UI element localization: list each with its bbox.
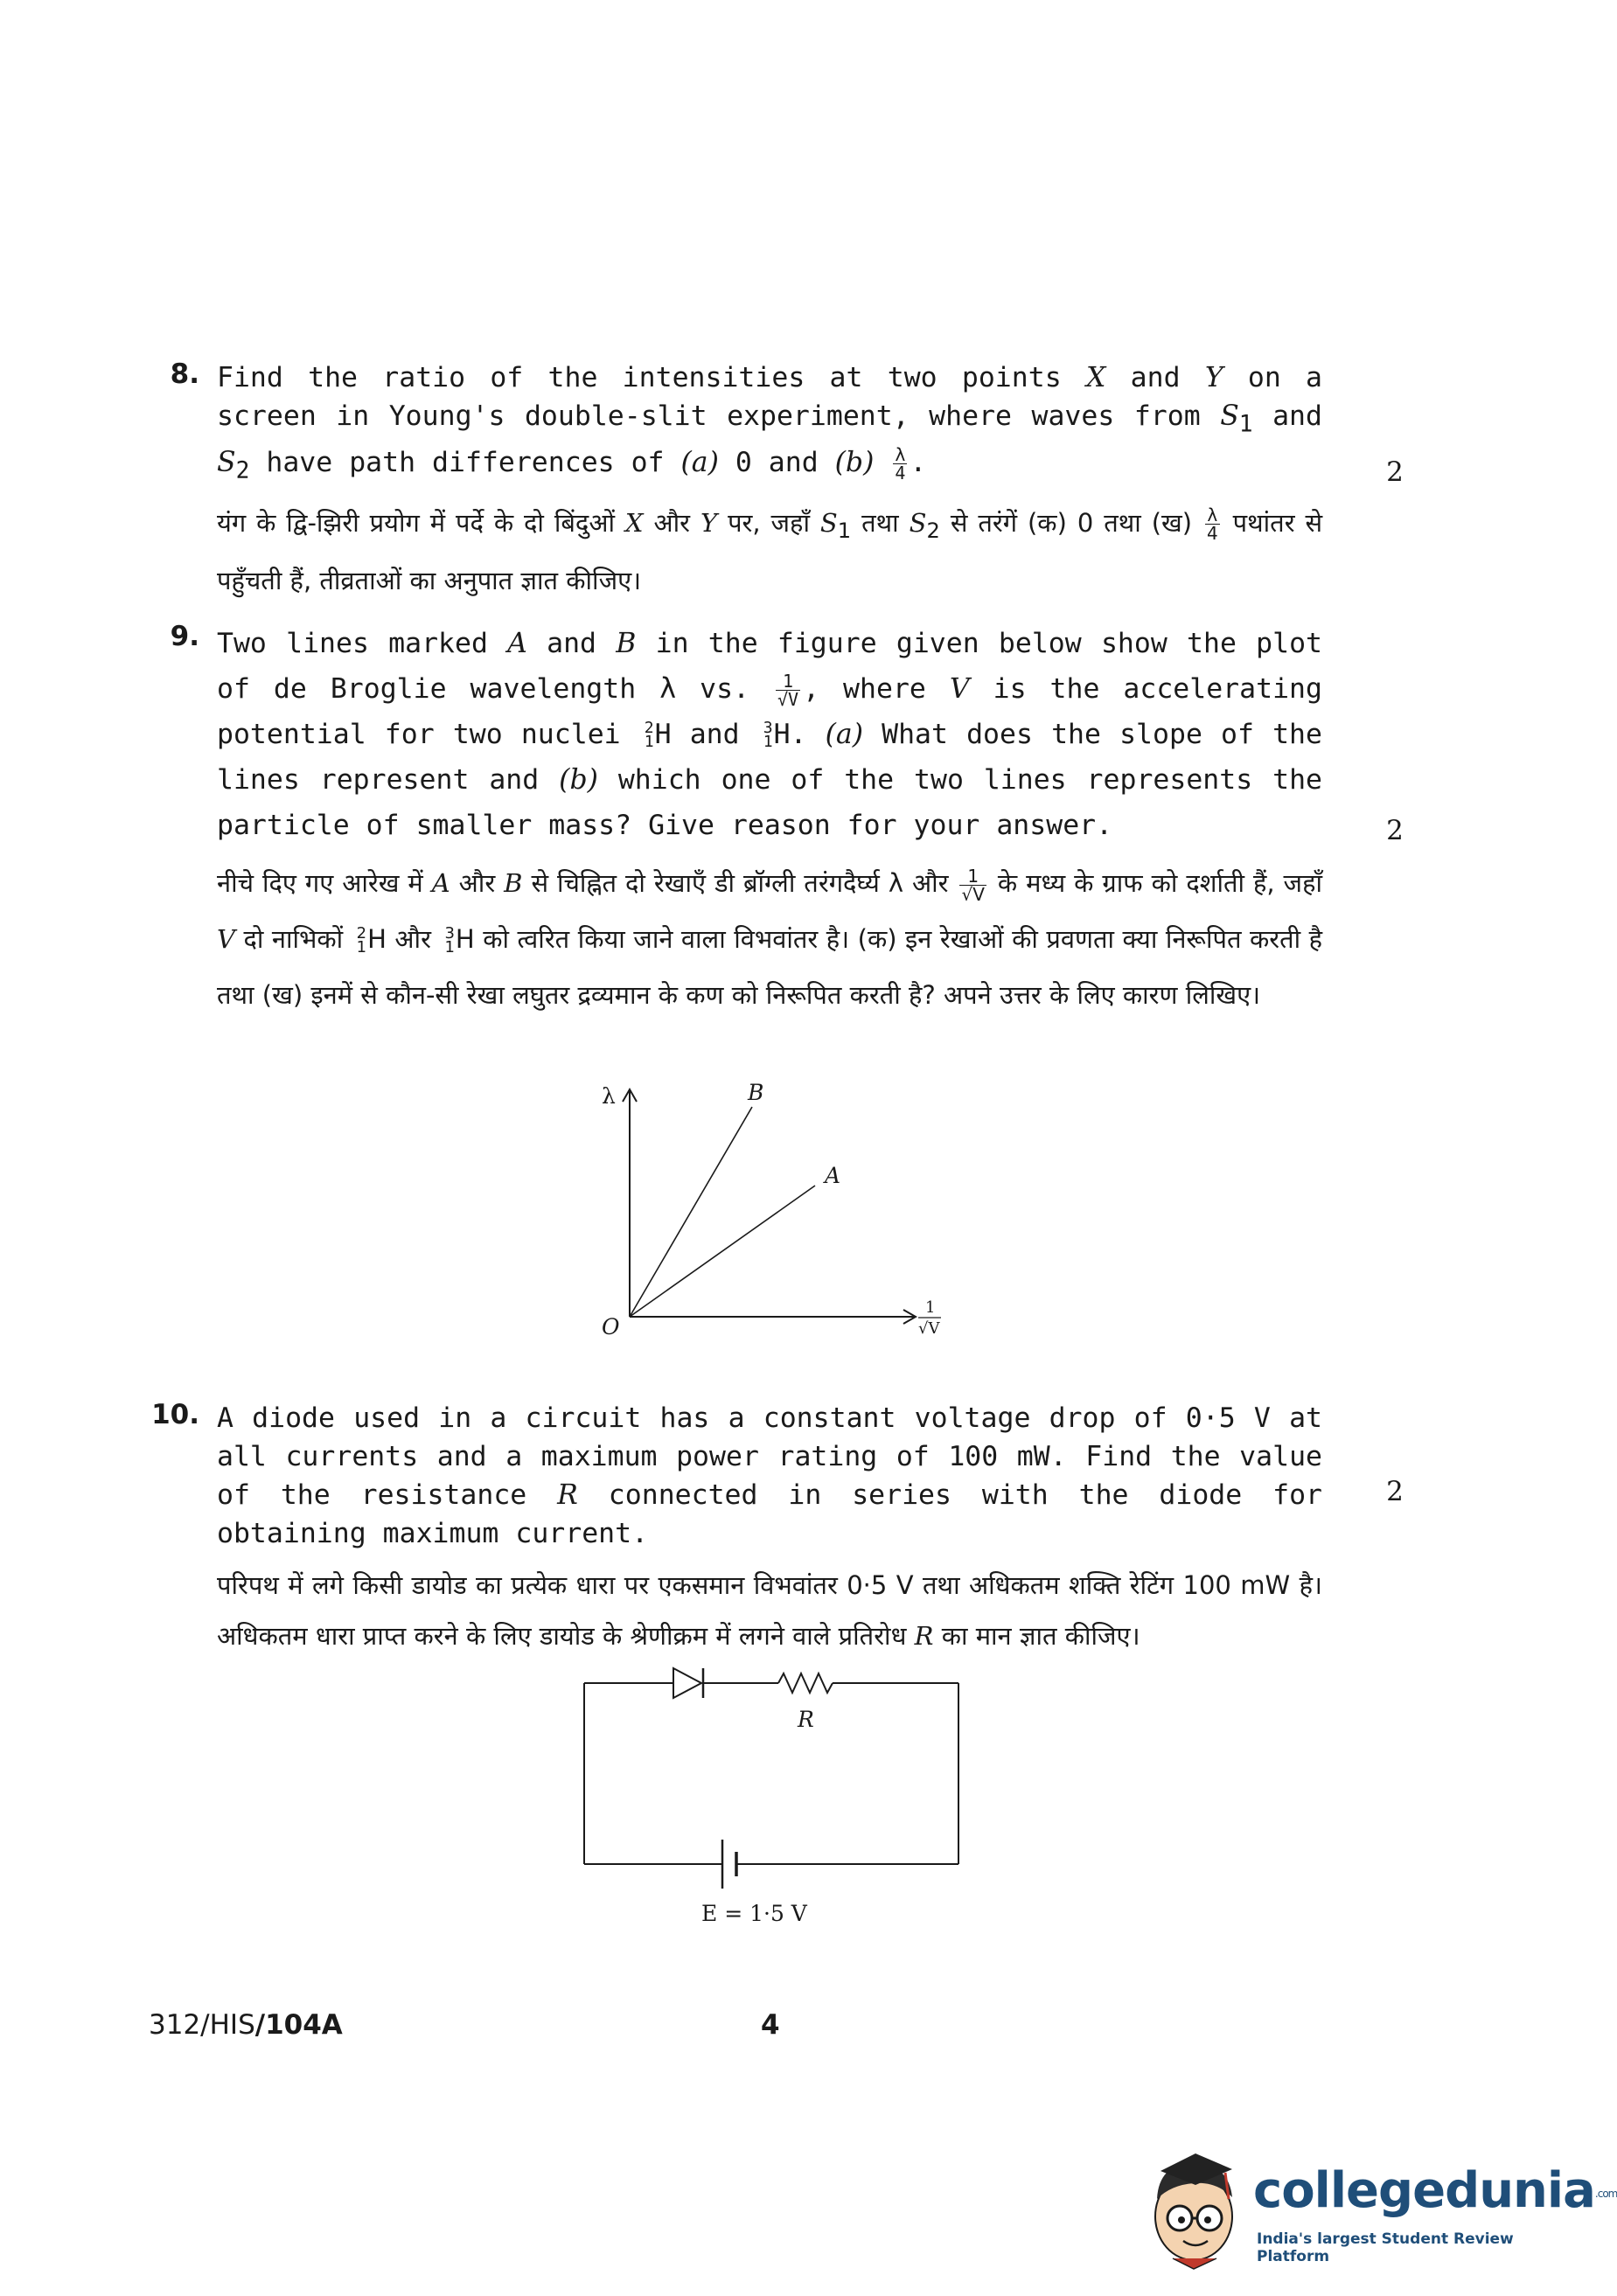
resistor-label: R bbox=[798, 1707, 814, 1732]
page-number: 4 bbox=[761, 2009, 780, 2041]
question-text-hindi: यंग के द्वि-झिरी प्रयोग में पर्दे के दो बिंदुओं X और Y पर, जहाँ $S_1$ तथा $S_2$ से तरंगें (क) 0 तथा (ख) $\frac{\lambda}{4}$ पथांतर से पहुँचती हैं, तीव्रताओं का अनुपात ज्ञात कीजिए। bbox=[217, 504, 1323, 596]
diode-symbol bbox=[673, 1668, 701, 1698]
question-number: 10. bbox=[151, 1399, 199, 1430]
battery-label: E = 1·5 V bbox=[701, 1901, 807, 1926]
resistor-symbol bbox=[778, 1673, 833, 1693]
question-number: 8. bbox=[170, 358, 199, 390]
paper-code: 312/HIS/104A bbox=[149, 2009, 343, 2041]
x-axis-label-numerator: 1 bbox=[925, 1298, 936, 1317]
question-9 bbox=[149, 621, 1329, 1023]
hydrogen-3-isotope: 3 1 H bbox=[444, 924, 475, 957]
collegedunia-logo bbox=[1141, 2146, 1617, 2278]
x-axis-label-denominator: √V bbox=[918, 1319, 940, 1338]
line-a-label: A bbox=[825, 1163, 841, 1188]
one-over-root-v: $\frac{1}{√V}$ bbox=[961, 865, 985, 905]
question-text-english: Find the ratio of the intensities at two points X and Y on a screen in Young's double-slit experiment, where waves from $S_1$ and $S_2$ have path differences of (a) 0 and (b) $\frac{\lambda}{4}$ . bbox=[217, 362, 1323, 484]
origin-label: O bbox=[602, 1314, 620, 1339]
logo-wordmark: collegedunia.com bbox=[1253, 2162, 1617, 2219]
marks-q9: 2 bbox=[1386, 815, 1404, 846]
lambda-over-4: $\frac{\lambda}{4}$ bbox=[895, 443, 906, 484]
hydrogen-2-isotope: 2 1 H bbox=[356, 924, 387, 957]
question-text-english: Two lines marked A and B in the figure given below show the plot of de Broglie wavelength λ vs. $\frac{1}{√V}$ , where V is the accelerating potential for two nuclei 2 1 H and 3 1 H. (a) What does the slope of the lines represent and (b) which one of the two lines represents the particle of smaller mass? Give reason for your answer. bbox=[217, 628, 1323, 841]
diode-circuit bbox=[577, 1661, 971, 1924]
hydrogen-2-isotope: 2 1 H bbox=[644, 719, 672, 751]
question-text-hindi: नीचे दिए गए आरेख में A और B से चिह्नित दो रेखाएँ डी ब्रॉग्ली तरंगदैर्घ्य λ और $\frac{1}{√V}$ के मध्य के ग्राफ को दर्शाती हैं, जहाँ V दो नाभिकों 2 1 H और 3 1 H को त्वरित किया जाने वाला विभवांतर है। (क) इन रेखाओं की प्रवणता क्या निरूपित करती है तथा (ख) इनमें से कौन-सी रेखा लघुतर द्रव्यमान के कण को निरूपित करती है? अपने उत्तर के लिए कारण लिखिए। bbox=[217, 865, 1323, 1010]
line-b bbox=[630, 1107, 752, 1317]
y-axis-label: λ bbox=[602, 1083, 616, 1109]
one-over-root-v: $\frac{1}{√V}$ bbox=[777, 670, 799, 710]
de-broglie-graph bbox=[577, 1074, 962, 1345]
question-text-hindi: परिपथ में लगे किसी डायोड का प्रत्येक धारा पर एकसमान विभवांतर 0·5 V तथा अधिकतम शक्ति रेटिंग 100 mW है। अधिकतम धारा प्राप्त करने के लिए डायोड के श्रेणीक्रम में लगने वाले प्रतिरोध R का मान ज्ञात कीजिए। bbox=[217, 1570, 1322, 1651]
line-a bbox=[630, 1186, 815, 1317]
marks-q8: 2 bbox=[1386, 456, 1404, 488]
question-text-english: A diode used in a circuit has a constant voltage drop of 0·5 V at all currents and a maximum power rating of 100 mW. Find the value of the resistance R connected in series with the diode for obtaining maximum current. bbox=[217, 1402, 1323, 1549]
lambda-over-4: $\frac{\lambda}{4}$ bbox=[1206, 504, 1218, 545]
line-b-label: B bbox=[748, 1080, 764, 1105]
marks-q10: 2 bbox=[1386, 1476, 1404, 1507]
mascot-icon bbox=[1141, 2146, 1251, 2278]
question-number: 9. bbox=[170, 621, 199, 652]
logo-tagline: India's largest Student Review Platform bbox=[1257, 2230, 1514, 2265]
question-10 bbox=[149, 1399, 1329, 1661]
hydrogen-3-isotope: 3 1 H. bbox=[763, 719, 807, 751]
question-8 bbox=[149, 358, 1329, 606]
